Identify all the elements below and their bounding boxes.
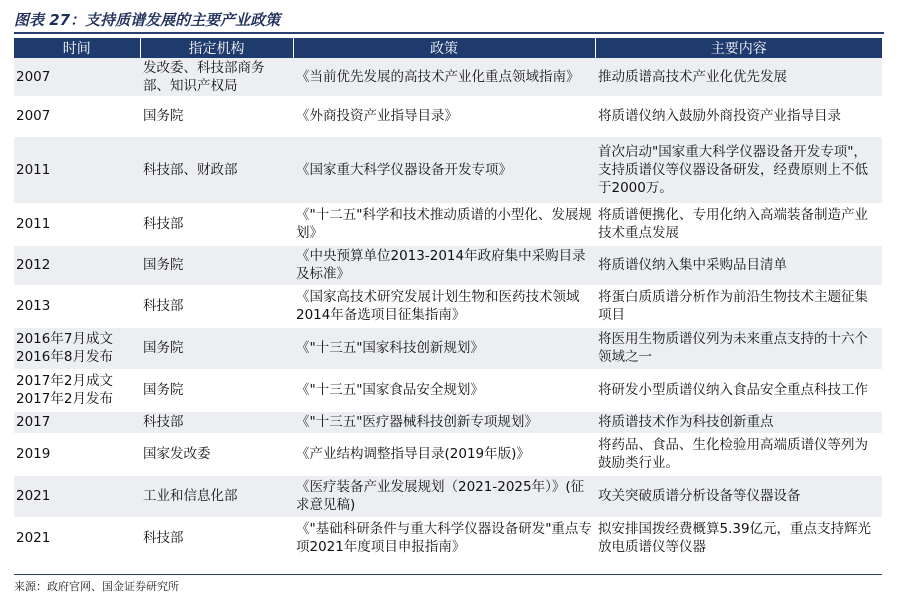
cell-policy: 《"十二五"科学和技术推动质谱的小型化、发展规划》	[293, 203, 595, 245]
cell-content: 将质谱技术作为科技创新重点	[595, 411, 882, 433]
title-bar	[14, 4, 884, 34]
cell-policy: 《国家重大科学仪器设备开发专项》	[293, 136, 595, 203]
table-row	[14, 517, 882, 559]
cell-policy: 《国家高技术研究发展计划生物和医药技术领域2014年备选项目征集指南》	[293, 285, 595, 327]
header-agency: 指定机构	[140, 38, 293, 58]
cell-agency: 科技部	[140, 517, 293, 559]
cell-agency: 国务院	[140, 369, 293, 411]
table-row	[14, 327, 882, 369]
cell-policy: 《"基础科研条件与重大科学仪器设备研发"重点专项2021年度项目申报指南》	[293, 517, 595, 559]
cell-time: 2017年2月成文 2017年2月发布	[14, 369, 140, 411]
table-row	[14, 58, 882, 96]
header-content: 主要内容	[595, 38, 882, 58]
cell-content: 将研发小型质谱仪纳入食品安全重点科技工作	[595, 369, 882, 411]
table-row	[14, 411, 882, 433]
cell-policy: 《"十三五"医疗器械科技创新专项规划》	[293, 411, 595, 433]
table-row	[14, 433, 882, 475]
cell-content: 将蛋白质质谱分析作为前沿生物技术主题征集项目	[595, 285, 882, 327]
cell-policy: 《当前优先发展的高技术产业化重点领域指南》	[293, 58, 595, 96]
cell-content: 首次启动"国家重大科学仪器设备开发专项"，支持质谱仪等仪器设备研发，经费原则上不低于2000万。	[595, 136, 882, 203]
cell-time: 2017	[14, 411, 140, 433]
table-row	[14, 369, 882, 411]
cell-policy: 《外商投资产业指导目录》	[293, 96, 595, 136]
cell-policy: 《"十三五"国家食品安全规划》	[293, 369, 595, 411]
source-note: 来源：政府官网、国金证券研究所	[14, 574, 882, 594]
table-row	[14, 203, 882, 245]
cell-time: 2011	[14, 203, 140, 245]
cell-agency: 科技部、财政部	[140, 136, 293, 203]
table-row	[14, 96, 882, 136]
cell-policy: 《中央预算单位2013-2014年政府集中采购目录及标准》	[293, 245, 595, 285]
cell-policy: 《"十三五"国家科技创新规划》	[293, 327, 595, 369]
table-row	[14, 136, 882, 203]
table-header	[14, 38, 882, 58]
cell-time: 2021	[14, 475, 140, 517]
cell-time: 2016年7月成文 2016年8月发布	[14, 327, 140, 369]
cell-agency: 科技部	[140, 285, 293, 327]
cell-content: 将药品、食品、生化检验用高端质谱仪等列为鼓励类行业。	[595, 433, 882, 475]
table-row	[14, 285, 882, 327]
cell-content: 将质谱便携化、专用化纳入高端装备制造产业技术重点发展	[595, 203, 882, 245]
cell-agency: 国务院	[140, 327, 293, 369]
cell-content: 将质谱仪纳入鼓励外商投资产业指导目录	[595, 96, 882, 136]
cell-time: 2011	[14, 136, 140, 203]
cell-time: 2007	[14, 96, 140, 136]
cell-content: 攻关突破质谱分析设备等仪器设备	[595, 475, 882, 517]
cell-time: 2007	[14, 58, 140, 96]
header-policy: 政策	[293, 38, 595, 58]
cell-agency: 科技部	[140, 411, 293, 433]
cell-policy: 《医疗装备产业发展规划（2021-2025年）》(征求意见稿)	[293, 475, 595, 517]
cell-content: 将医用生物质谱仪列为未来重点支持的十六个领域之一	[595, 327, 882, 369]
cell-time: 2012	[14, 245, 140, 285]
cell-time: 2013	[14, 285, 140, 327]
table-body	[14, 58, 882, 559]
header-time: 时间	[14, 38, 140, 58]
figure-title: 图表 27：支持质谱发展的主要产业政策	[14, 11, 281, 29]
cell-agency: 国家发改委	[140, 433, 293, 475]
cell-agency: 工业和信息化部	[140, 475, 293, 517]
table-row	[14, 475, 882, 517]
cell-time: 2021	[14, 517, 140, 559]
cell-agency: 国务院	[140, 96, 293, 136]
cell-content: 推动质谱高技术产业化优先发展	[595, 58, 882, 96]
policy-table	[14, 38, 882, 560]
cell-time: 2019	[14, 433, 140, 475]
cell-content: 将质谱仪纳入集中采购品目清单	[595, 245, 882, 285]
cell-agency: 国务院	[140, 245, 293, 285]
table-row	[14, 245, 882, 285]
cell-policy: 《产业结构调整指导目录(2019年版)》	[293, 433, 595, 475]
cell-content: 拟安排国拨经费概算5.39亿元，重点支持辉光放电质谱仪等仪器	[595, 517, 882, 559]
cell-agency: 发改委、科技部商务部、知识产权局	[140, 58, 293, 96]
cell-agency: 科技部	[140, 203, 293, 245]
